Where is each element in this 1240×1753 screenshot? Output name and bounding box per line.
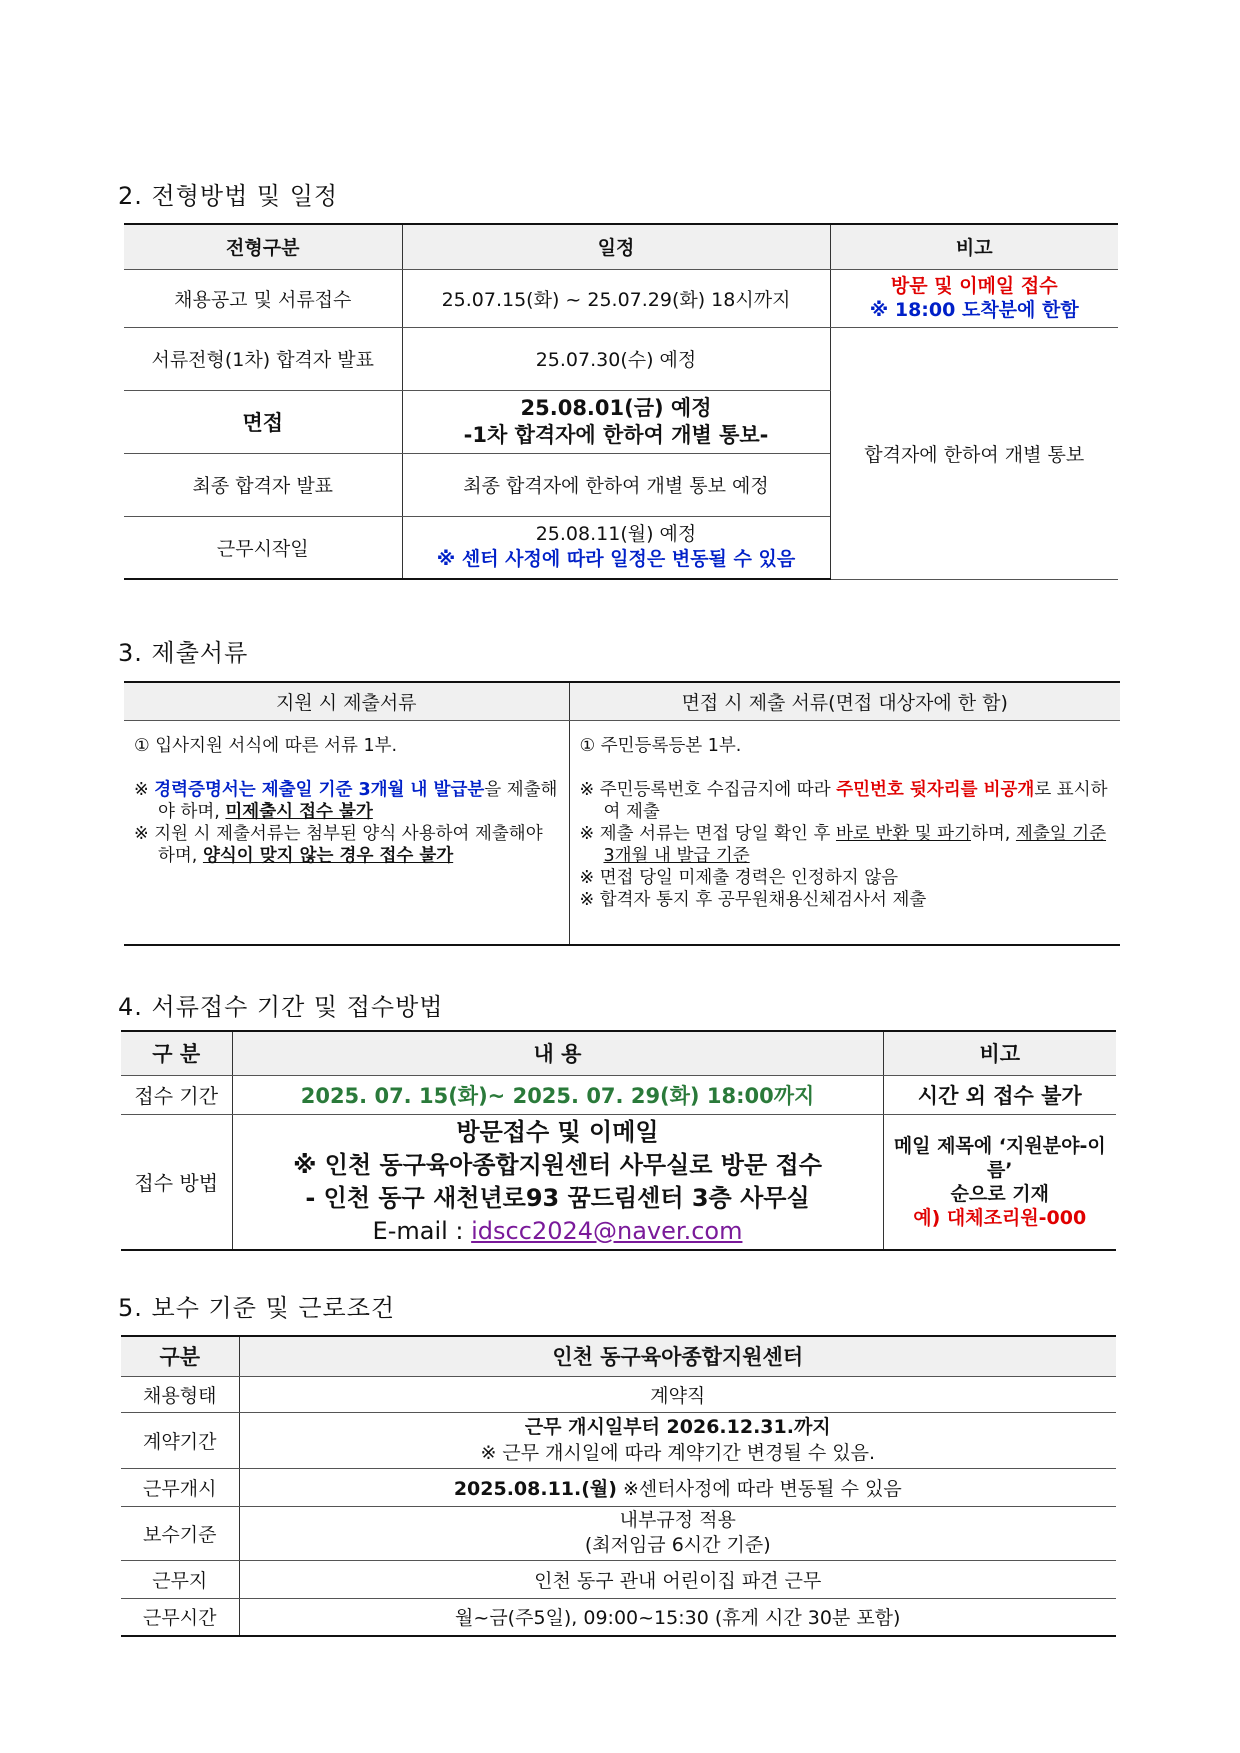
condition-value [239, 1412, 1116, 1468]
condition-label: 보수기준 [121, 1506, 239, 1560]
doc-item: ① 주민등록등본 1부. [579, 735, 742, 756]
interview-docs-cell [569, 720, 1120, 945]
doc-note: ※ 합격자 통지 후 공무원채용신체검사서 제출 [579, 889, 927, 910]
condition-label: 근무개시 [121, 1468, 239, 1506]
condition-value: 인천 동구 관내 어린이집 파견 근무 [239, 1560, 1116, 1598]
method-label: 접수 방법 [121, 1114, 232, 1250]
value-line: 내부규정 적용 [619, 1509, 736, 1531]
period-note: 시간 외 접수 불가 [883, 1075, 1116, 1114]
section-5-title: 5. 보수 기준 및 근로조건 [118, 1294, 396, 1322]
condition-label: 근무지 [121, 1560, 239, 1598]
condition-label: 계약기간 [121, 1412, 239, 1468]
stage-cell: 채용공고 및 서류접수 [124, 269, 402, 327]
stage-cell: 최종 합격자 발표 [124, 453, 402, 516]
condition-label: 근무시간 [121, 1598, 239, 1636]
schedule-cell [402, 516, 830, 579]
condition-value: 월~금(주5일), 09:00~15:30 (휴게 시간 30분 포함) [239, 1598, 1116, 1636]
value-line: ※ 근무 개시일에 따라 계약기간 변경될 수 있음. [480, 1442, 876, 1464]
note-line: 예) 대체조리원-000 [913, 1206, 1087, 1229]
header-interview-docs: 면접 시 제출 서류(면접 대상자에 한 함) [569, 682, 1120, 720]
value-line: 근무 개시일부터 2026.12.31.까지 [524, 1416, 831, 1438]
doc-note: ※ 경력증명서는 제출일 기준 3개월 내 발급분을 제출해야 하며, 미제출시 접수 불가 [134, 779, 558, 822]
header-note: 비고 [830, 224, 1118, 269]
note-cell [830, 269, 1118, 327]
apply-docs-cell [124, 720, 569, 945]
doc-note: ※ 주민등록번호 수집금지에 따라 주민번호 뒷자리를 비공개로 표시하여 제출 [579, 779, 1108, 822]
merged-note-cell: 합격자에 한하여 개별 통보 [830, 327, 1118, 579]
schedule-line: -1차 합격자에 한하여 개별 통보- [463, 422, 769, 447]
header-center: 인천 동구육아종합지원센터 [239, 1336, 1116, 1376]
header-stage: 전형구분 [124, 224, 402, 269]
schedule-cell: 25.07.15(화) ~ 25.07.29(화) 18시까지 [402, 269, 830, 327]
header-note: 비고 [883, 1031, 1116, 1075]
section-4-title: 4. 서류접수 기간 및 접수방법 [118, 993, 444, 1021]
note-line: 방문 및 이메일 접수 [890, 275, 1058, 297]
note-line: ※ 18:00 도착분에 한함 [869, 299, 1079, 321]
period-value: 2025. 07. 15(화)~ 2025. 07. 29(화) 18:00까지 [232, 1075, 883, 1114]
method-line: ※ 인천 동구육아종합지원센터 사무실로 방문 접수 [293, 1150, 822, 1179]
method-value [232, 1114, 883, 1250]
schedule-cell: 최종 합격자에 한하여 개별 통보 예정 [402, 453, 830, 516]
stage-cell: 서류전형(1차) 합격자 발표 [124, 327, 402, 390]
schedule-line: 25.08.01(금) 예정 [520, 395, 712, 420]
application-table [121, 1030, 1116, 1251]
doc-note: ※ 면접 당일 미제출 경력은 인정하지 않음 [579, 867, 899, 888]
email-link[interactable]: idscc2024@naver.com [471, 1216, 743, 1245]
schedule-line: 25.08.11(월) 예정 [535, 523, 697, 546]
section-3-title: 3. 제출서류 [118, 639, 249, 667]
stage-cell: 면접 [124, 390, 402, 453]
condition-value: 계약직 [239, 1376, 1116, 1412]
doc-note: ※ 지원 시 제출서류는 첨부된 양식 사용하여 제출해야 하며, 양식이 맞지 않는 경우 접수 불가 [134, 823, 543, 866]
value-line: (최저임금 6시간 기준) [584, 1534, 771, 1556]
header-category: 구분 [121, 1336, 239, 1376]
note-line: 메일 제목에 ‘지원분야-이름’ [893, 1134, 1106, 1181]
section-2-title: 2. 전형방법 및 일정 [118, 182, 339, 210]
doc-item: ① 입사지원 서식에 따른 서류 1부. [134, 735, 398, 756]
header-category: 구 분 [121, 1031, 232, 1075]
schedule-cell: 25.07.30(수) 예정 [402, 327, 830, 390]
method-line: 방문접수 및 이메일 [456, 1117, 659, 1146]
schedule-cell [402, 390, 830, 453]
stage-cell: 근무시작일 [124, 516, 402, 579]
documents-table [124, 681, 1120, 946]
condition-label: 채용형태 [121, 1376, 239, 1412]
note-line: 순으로 기재 [950, 1182, 1049, 1205]
schedule-line: ※ 센터 사정에 따라 일정은 변동될 수 있음 [436, 548, 796, 571]
condition-value [239, 1506, 1116, 1560]
header-schedule: 일정 [402, 224, 830, 269]
header-content: 내 용 [232, 1031, 883, 1075]
email-line: E-mail : idscc2024@naver.com [372, 1216, 743, 1245]
method-note [883, 1114, 1116, 1250]
schedule-table [124, 223, 1118, 580]
conditions-table [121, 1335, 1116, 1637]
doc-note: ※ 제출 서류는 면접 당일 확인 후 바로 반환 및 파기하며, 제출일 기준 3개월 내 발급 기준 [579, 823, 1107, 866]
period-label: 접수 기간 [121, 1075, 232, 1114]
header-apply-docs: 지원 시 제출서류 [124, 682, 569, 720]
condition-value: 2025.08.11.(월) ※센터사정에 따라 변동될 수 있음 [239, 1468, 1116, 1506]
method-line: - 인천 동구 새천년로93 꿈드림센터 3층 사무실 [305, 1183, 810, 1212]
